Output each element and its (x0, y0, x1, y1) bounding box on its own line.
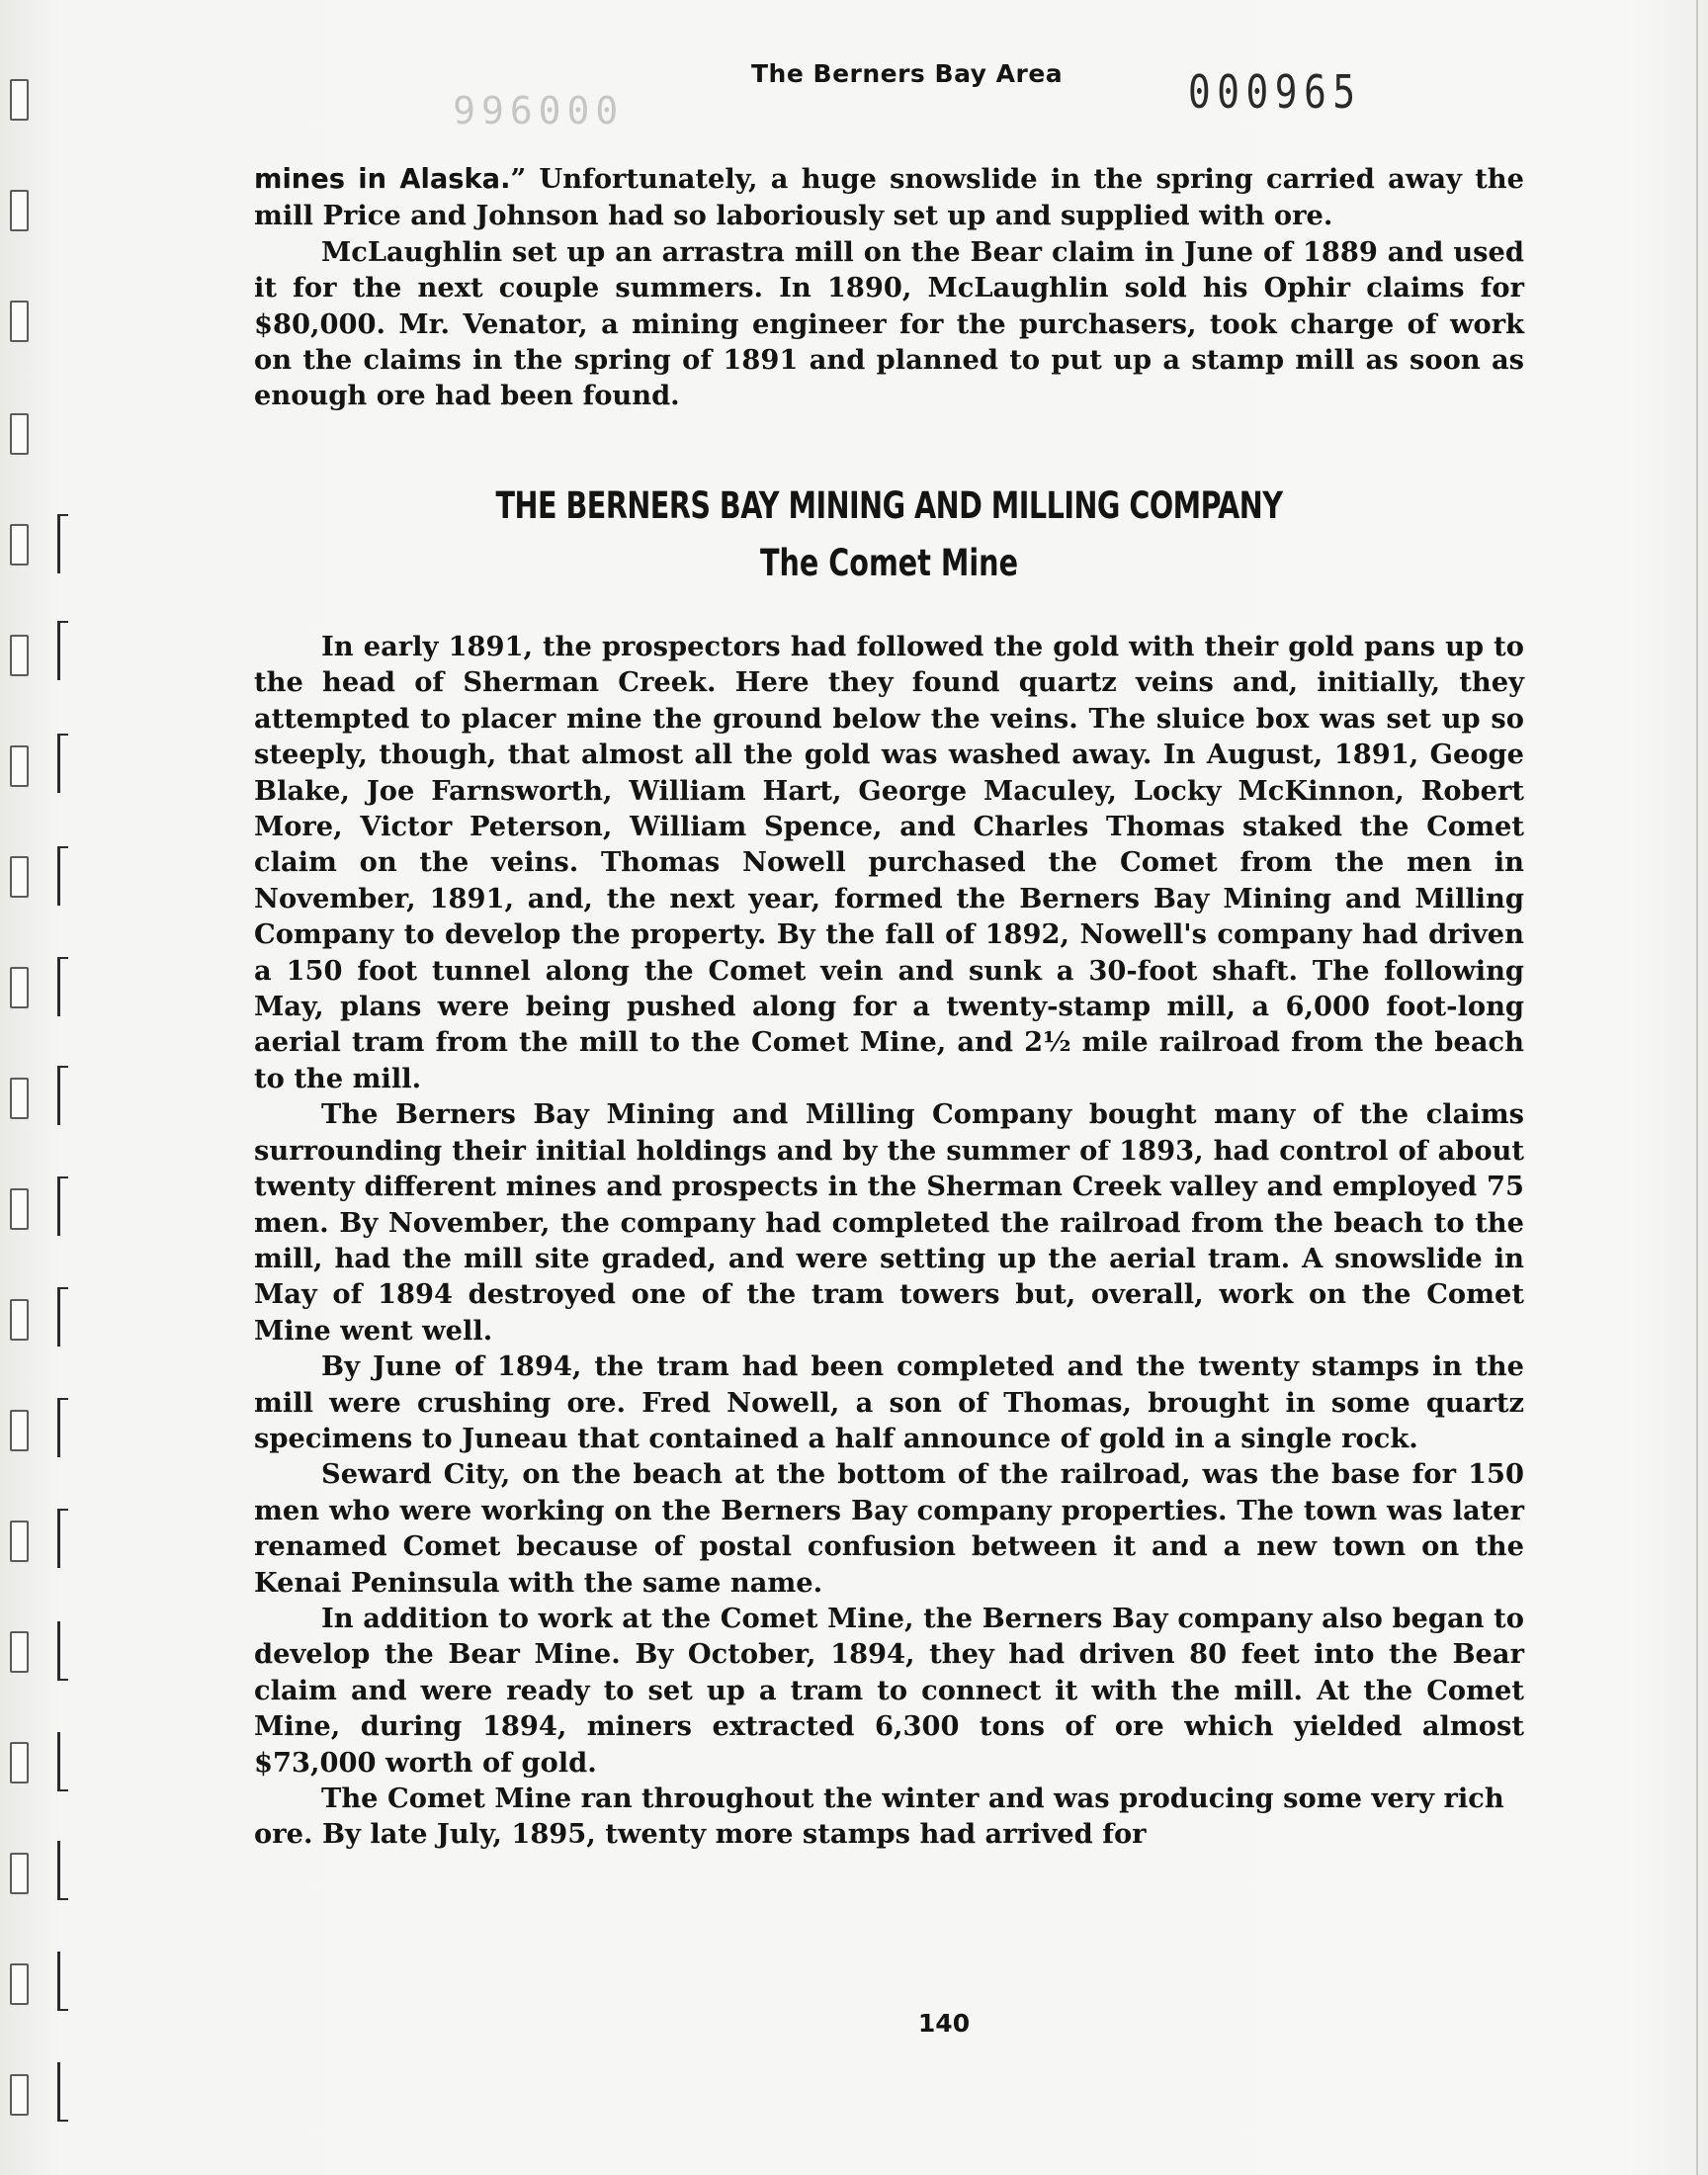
binder-hole (10, 524, 29, 566)
bleed-through-number: 000966 (447, 87, 619, 130)
binder-holes (0, 0, 89, 2175)
lead-bold-phrase: mines in Alaska. (254, 164, 511, 195)
binder-hole (10, 1078, 29, 1119)
binder-hole (10, 635, 29, 676)
binder-mark (57, 2062, 68, 2122)
paragraph: In early 1891, the prospectors had followed the gold with their gold pans up to the head of Sherman Creek. Here they found quartz veins and, initially, they attempted to placer mine the ground below the veins. The sluice box was set up so steeply, though, that almost all the gold was washed away. In August, 1891, Geoge Blake, Joe Farnsworth, William Hart, George Maculey, Locky McKinnon, Robert More, Victor Peterson, William Spence, and Charles Thomas staked the Comet claim on the veins. Thomas Nowell purchased the Comet from the men in November, 1891, and, the next year, formed the Berners Bay Mining and Milling Company to develop the property. By the fall of 1892, Nowell's company had driven a 150 foot tunnel along the Comet vein and sunk a 30-foot shaft. The following May, plans were being pushed along for a twenty-stamp mill, a 6,000 foot-long aerial tram from the mill to the Comet Mine, and 2½ mile railroad from the beach to the mill. (254, 631, 1524, 1094)
binder-hole (10, 1410, 29, 1451)
binder-hole (10, 1742, 29, 1784)
page-edge (1696, 0, 1698, 2175)
paragraph: In addition to work at the Comet Mine, the Berners Bay company also began to develop the Bear Mine. By October, 1894, they had driven 80 feet into the Bear claim and were ready to set up a tram to connect it with the mill. At the Comet Mine, during 1894, miners extracted 6,300 tons of ore which yielded almost $73,000 worth of gold. (254, 1602, 1524, 1779)
section-subtitle: The Comet Mine (760, 542, 1018, 584)
intro-text (254, 161, 1524, 414)
binder-hole (10, 856, 29, 898)
binder-mark (57, 514, 68, 573)
binder-mark (57, 1841, 68, 1900)
binder-mark (57, 1509, 68, 1568)
binder-hole (10, 1188, 29, 1230)
binder-mark (57, 1287, 68, 1347)
binder-mark (57, 1066, 68, 1125)
binder-hole (10, 745, 29, 787)
binder-mark (57, 957, 68, 1016)
intro-paragraph-1-text: ” Unfortunately, a huge snowslide in the spring carried away the mill Price and Johnson had so laboriously set up and supplied with ore. (254, 163, 1524, 232)
binder-mark (57, 1398, 68, 1457)
main-text (254, 629, 1524, 1853)
paragraph: Seward City, on the beach at the bottom of the railroad, was the base for 150 men who were working on the Berners Bay company properties. The town was later renamed Comet because of postal confusion between it and a new town on the Kenai Peninsula with the same name. (254, 1458, 1524, 1599)
section-title: THE BERNERS BAY MINING AND MILLING COMPANY (495, 484, 1283, 527)
binder-hole (10, 301, 29, 342)
intro-paragraph-2: McLaughlin set up an arrastra mill on the Bear claim in June of 1889 and used it for the next couple summers. In 1890, McLaughlin sold his Ophir claims for $80,000. Mr. Venator, a mining engineer for the purchasers, took charge of work on the claims in the spring of 1891 and planned to put up a stamp mill as soon as enough ore had been found. (254, 235, 1524, 412)
paragraph: The Berners Bay Mining and Milling Company bought many of the claims surrounding their initial holdings and by the summer of 1893, had control of about twenty different mines and prospects in the Sherman Creek valley and employed 75 men. By November, the company had completed the railroad from the beach to the mill, had the mill site graded, and were setting up the aerial tram. A snowslide in May of 1894 destroyed one of the tram towers but, overall, work on the Comet Mine went well. (254, 1098, 1524, 1347)
binder-mark (57, 1176, 68, 1236)
binder-mark (57, 621, 68, 680)
binder-hole (10, 1299, 29, 1341)
paragraph: The Comet Mine ran throughout the winter and was producing some very rich ore. By late July, 1895, twenty more stamps had arrived for (254, 1783, 1504, 1851)
binder-hole (10, 190, 29, 231)
binder-mark (57, 1621, 68, 1681)
bates-stamp-number: 000965 (1188, 65, 1362, 119)
page-number: 140 (917, 2009, 971, 2038)
binder-hole (10, 79, 29, 121)
intro-paragraph-1 (254, 161, 1524, 234)
binder-mark (57, 1952, 68, 2011)
binder-mark (57, 734, 68, 793)
running-header: The Berners Bay Area (751, 59, 1064, 88)
binder-hole (10, 1963, 29, 2005)
binder-hole (10, 1631, 29, 1673)
binder-mark (57, 1732, 68, 1791)
binder-hole (10, 413, 29, 455)
binder-hole (10, 1853, 29, 1894)
binder-hole (10, 967, 29, 1008)
binder-mark (57, 846, 68, 906)
binder-hole (10, 1521, 29, 1562)
binder-hole (10, 2074, 29, 2116)
paragraph: By June of 1894, the tram had been completed and the twenty stamps in the mill were crushing ore. Fred Nowell, a son of Thomas, brought in some quartz specimens to Juneau that contained a half announce of gold in a single rock. (254, 1350, 1524, 1454)
